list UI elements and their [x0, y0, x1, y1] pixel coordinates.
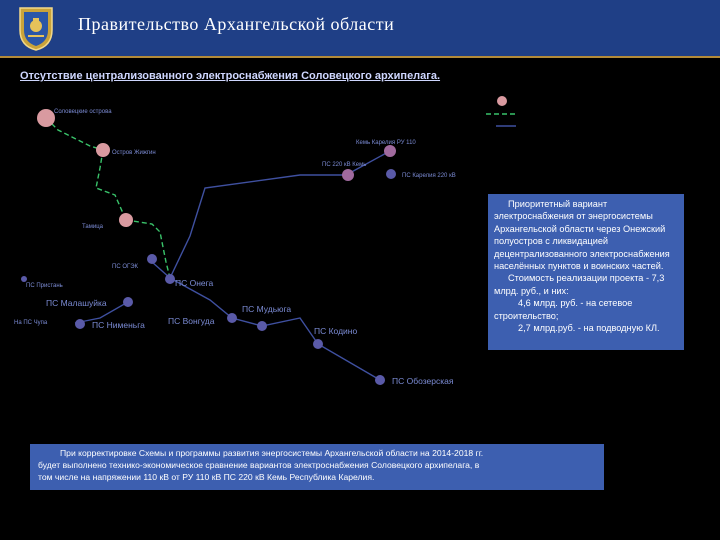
conclusion-line-1: При корректировке Схемы и программы развития энергосистемы Архангельской области на 2014-2018 гг. — [60, 448, 484, 458]
page-title: Правительство Архангельской области — [78, 14, 395, 34]
label-ps-vonguda: ПС Вонгуда — [168, 316, 215, 326]
node-kem-ps220[interactable] — [342, 169, 354, 181]
slide-subtitle: Отсутствие централизованного электроснабжения Соловецкого архипелага. — [20, 70, 441, 82]
legend-node-icon — [497, 96, 507, 106]
network-cost-text: 4,6 млрд. руб. - на сетевое строительство; — [494, 298, 633, 321]
conclusion-line-2: будет выполнено технико-экономическое сравнение вариантов электроснабжения Соловецкого архипелага, в — [38, 460, 480, 470]
node-ps-muduga[interactable] — [257, 321, 267, 331]
label-na-ps-chupa: На ПС Чупа — [14, 320, 48, 326]
node-ps-kotsyns[interactable] — [313, 339, 323, 349]
label-ps-ogek: ПС ОГЭК — [112, 264, 139, 270]
label-solovetsky: Соловецкие острова — [54, 109, 112, 115]
label-kem-ps220: ПС 220 кВ Кемь — [322, 162, 367, 168]
cable-cost-text: 2,7 млрд.руб. - на подводную КЛ. — [518, 323, 660, 334]
priority-text: Приоритетный вариант электроснабжения от энергосистемы Архангельской области через Онежский полуостров с ликвидацией децентрализованного электроснабжения населённых пунктов и воинских частей. — [494, 199, 670, 272]
node-ps-nimenga[interactable] — [75, 319, 85, 329]
planned-lines — [46, 118, 170, 278]
planned-line-solovetsky-zhizhgin — [46, 118, 103, 150]
label-ps-obozerskaya: ПС Обозерская — [392, 376, 454, 386]
label-kem-ru: Кемь Карелия РУ 110 — [356, 140, 416, 146]
node-ps-malashuyka[interactable] — [123, 297, 133, 307]
node-ps-obozerskaya[interactable] — [375, 375, 385, 385]
label-tamitsa: Тамица — [82, 224, 103, 230]
label-ps-muduga: ПС Мудьюга — [242, 304, 292, 314]
line-onega-to-kem — [170, 151, 390, 278]
label-ps-nimenga: ПС Нименьга — [92, 320, 145, 330]
conclusion-box — [30, 444, 604, 490]
label-ps-pristan: ПС Пристань — [26, 283, 63, 289]
conclusion-line-3: том числе на напряжении 110 кВ от РУ 110 кВ ПС 220 кВ Кемь Республика Карелия. — [38, 472, 375, 482]
node-ps-ogek[interactable] — [147, 254, 157, 264]
grid-nodes — [21, 109, 396, 385]
node-ps-vonguda[interactable] — [227, 313, 237, 323]
node-ps-karelia[interactable] — [386, 169, 396, 179]
node-ps-pristan[interactable] — [21, 276, 27, 282]
node-zhizhgin[interactable] — [96, 143, 110, 157]
legend — [486, 96, 516, 126]
node-tamitsa[interactable] — [119, 213, 133, 227]
cost-text: Стоимость реализации проекта - 7,3 млрд. руб., и них: — [494, 273, 665, 296]
label-ps-karelia: ПС Карелия 220 кВ — [402, 173, 456, 179]
label-ps-onega: ПС Онега — [175, 278, 214, 288]
node-kem-ru[interactable] — [384, 145, 396, 157]
planned-line-zhizhgin-tamitsa — [96, 150, 126, 220]
label-zhizhgin: Остров Жижгин — [112, 150, 156, 156]
node-ps-onega[interactable] — [165, 274, 175, 284]
label-ps-kotsyns: ПС Кодино — [314, 326, 358, 336]
node-solovetsky[interactable] — [37, 109, 55, 127]
label-ps-malashuyka: ПС Малашуйка — [46, 298, 107, 308]
priority-option-box — [488, 194, 684, 350]
